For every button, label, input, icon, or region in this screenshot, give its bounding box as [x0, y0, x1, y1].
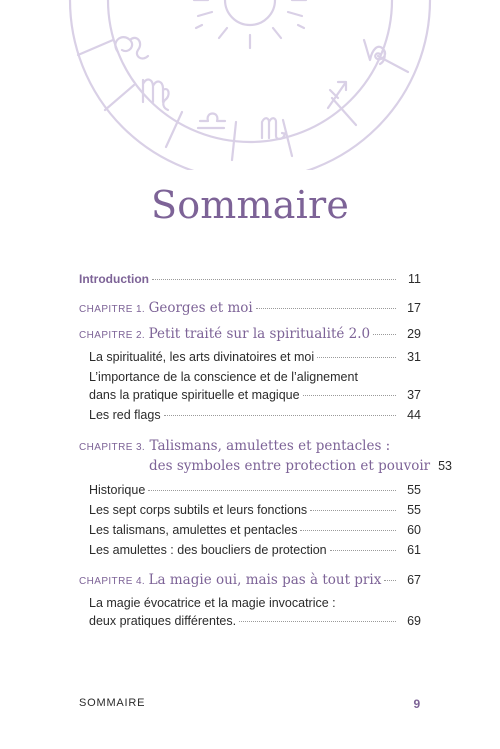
toc-section[interactable]	[89, 408, 421, 423]
dot-leader	[164, 415, 396, 416]
section-title: Les amulettes : des boucliers de protection	[89, 543, 327, 557]
dot-leader	[256, 308, 396, 309]
dot-leader	[239, 621, 396, 622]
toc-section[interactable]	[89, 370, 421, 403]
libra-symbol-icon	[198, 114, 225, 129]
page-title: Sommaire	[150, 183, 350, 227]
sun-icon	[194, 0, 306, 48]
toc-section[interactable]	[89, 543, 421, 558]
page-number: 55	[407, 503, 421, 517]
chapter-word: CHAPITRE 1.	[79, 304, 146, 315]
toc-entry-introduction[interactable]	[79, 272, 421, 287]
chapter-title: Petit traité sur la spiritualité 2.0	[148, 326, 371, 342]
entry-label: Introduction	[79, 272, 149, 286]
section-title: Les sept corps subtils et leurs fonctions	[89, 503, 308, 517]
zodiac-wheel-illustration	[0, 0, 500, 170]
page-number: 37	[407, 388, 421, 402]
chapter-title: Talismans, amulettes et pentacles :	[149, 438, 391, 454]
toc-section[interactable]	[89, 523, 421, 538]
section-title: La spiritualité, les arts divinatoires et moi	[89, 350, 315, 364]
chapter-title: La magie oui, mais pas à tout prix	[148, 572, 382, 588]
chapter-heading	[79, 301, 253, 317]
section-title: Les talismans, amulettes et pentacles	[89, 523, 298, 537]
chapter-title-line-2: des symboles entre protection et pouvoir	[149, 458, 431, 474]
page-number: 11	[408, 272, 421, 286]
page-number: 60	[407, 523, 421, 537]
page-number: 44	[407, 408, 421, 422]
dot-leader	[303, 395, 396, 396]
chapter-2-sections	[79, 350, 421, 423]
chapter-title: Georges et moi	[148, 300, 253, 316]
dot-leader	[384, 580, 396, 581]
section-title-line: L’importance de la conscience et de l’alignement	[89, 370, 358, 384]
table-of-contents	[79, 272, 453, 629]
page-number: 55	[407, 483, 421, 497]
section-title: Les red flags	[89, 408, 161, 422]
dot-leader	[300, 530, 396, 531]
chapter-4-sections	[79, 596, 421, 629]
section-title-line: La magie évocatrice et la magie invocatrice :	[89, 596, 336, 610]
toc-entry-chapter-4[interactable]	[79, 573, 421, 589]
dot-leader	[330, 550, 396, 551]
dot-leader	[148, 490, 396, 491]
page-number: 29	[407, 327, 421, 341]
chapter-heading-last-line	[79, 458, 453, 474]
page-number: 67	[407, 573, 421, 587]
page-number: 31	[407, 350, 421, 364]
page-number: 69	[407, 614, 421, 628]
dot-leader	[373, 334, 396, 335]
section-title: Historique	[89, 483, 146, 497]
toc-entry-chapter-1[interactable]	[79, 301, 421, 317]
dot-leader	[152, 279, 396, 280]
dot-leader	[317, 357, 396, 358]
dot-leader	[310, 510, 396, 511]
chapter-heading	[79, 327, 370, 343]
section-title-last-line	[89, 388, 421, 403]
wheel-inner-ring	[108, 0, 392, 142]
section-title-last-line	[89, 614, 421, 629]
toc-entry-chapter-3[interactable]	[79, 438, 453, 474]
toc-section[interactable]	[89, 596, 421, 629]
page-number: 53	[438, 459, 453, 473]
section-title-line: deux pratiques différentes.	[89, 614, 237, 628]
page-number: 17	[407, 301, 421, 315]
chapter-word: CHAPITRE 2.	[79, 330, 146, 341]
toc-section[interactable]	[89, 483, 421, 498]
toc-entry-chapter-2[interactable]	[79, 327, 421, 343]
running-footer-label: SOMMAIRE	[79, 697, 146, 709]
section-title-line: dans la pratique spirituelle et magique	[89, 388, 300, 402]
chapter-3-sections	[79, 483, 421, 558]
chapter-word: CHAPITRE 3.	[79, 442, 146, 453]
chapter-word: CHAPITRE 4.	[79, 576, 146, 587]
chapter-heading-first-line	[79, 438, 421, 456]
footer-page-number: 9	[413, 697, 421, 711]
page-number: 61	[407, 543, 421, 557]
toc-section[interactable]	[89, 503, 421, 518]
chapter-heading	[79, 573, 381, 589]
toc-section[interactable]	[89, 350, 421, 365]
